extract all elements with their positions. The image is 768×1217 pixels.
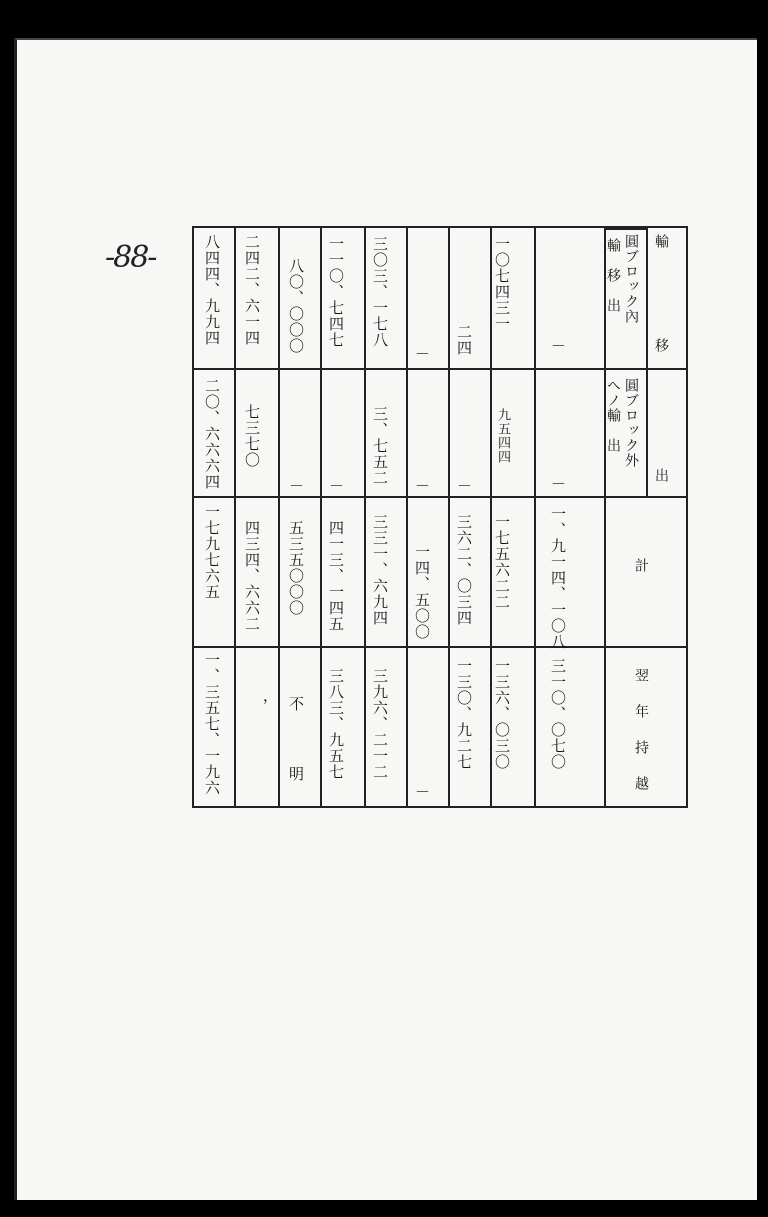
cell-carry: 三八三、九五七 (327, 668, 345, 780)
header-group-label-b: 移 (653, 338, 669, 353)
cell-inner: － (549, 338, 567, 354)
cell-total: 五三五〇〇〇 (287, 520, 305, 616)
cell-inner: 三〇三、一七八 (371, 236, 389, 348)
cell-total: 四一三、一四五 (327, 520, 345, 632)
header-col3-label: 計 (633, 558, 649, 573)
cell-inner: 二四 (455, 324, 473, 356)
cell-outer: 三、七五二 (371, 406, 389, 486)
row-divider (194, 646, 686, 648)
row-divider (194, 368, 686, 370)
header-divider (604, 228, 646, 230)
cell-inner: － (413, 346, 431, 362)
col-divider (234, 228, 236, 806)
cell-outer: － (549, 476, 567, 492)
header-group-label-a: 輸 (653, 234, 669, 249)
cell-carry: 三一〇、〇七〇 (549, 658, 567, 770)
cell-total: 三三一、六九四 (371, 514, 389, 626)
cell-total: 一、九一四、一〇八 (549, 506, 567, 650)
cell-inner: 一一〇、七四七 (327, 236, 345, 348)
header-col1-label: 圓ブロック內 (623, 234, 639, 324)
cell-outer: － (327, 478, 345, 494)
cell-total: 一四、五〇〇 (413, 544, 431, 640)
col-divider (448, 228, 450, 806)
col-divider (534, 228, 536, 806)
header-col4-label: 翌年持越 (633, 668, 649, 812)
page-number: -88- (105, 240, 156, 275)
cell-outer: － (287, 478, 305, 494)
header-col1-sub: 輸 移 出 (605, 238, 621, 313)
cell-carry: 一三〇、九二七 (455, 658, 473, 770)
cell-inner: 二四二、六一四 (243, 234, 261, 346)
col-divider (646, 228, 648, 496)
row-divider (194, 496, 686, 498)
col-divider (364, 228, 366, 806)
cell-total: 三六二、〇三四 (455, 514, 473, 626)
cell-outer: － (455, 478, 473, 494)
header-col2-sub: へノ輸 出 (605, 378, 621, 453)
cell-outer: 九五四四 (495, 408, 510, 464)
cell-carry: － (413, 784, 431, 800)
cell-total: 一七九七六五 (203, 504, 221, 600)
cell-outer: 七三七〇 (243, 404, 261, 468)
col-divider (278, 228, 280, 806)
cell-carry: 一三六、〇三〇 (493, 658, 511, 770)
cell-total: 一七五六二二 (493, 514, 511, 610)
cell-carry: 一、三五七、一九六 (203, 652, 221, 796)
cell-inner: 一〇七四三一 (493, 236, 511, 332)
col-divider (406, 228, 408, 806)
cell-inner: 八〇、〇〇〇 (287, 258, 305, 354)
col-divider (490, 228, 492, 806)
cell-carry: ， (251, 698, 269, 714)
cell-outer: － (413, 478, 431, 494)
cell-inner: 八四四、九九四 (203, 234, 221, 346)
cell-outer: 二〇、六六六四 (203, 378, 221, 490)
col-divider (320, 228, 322, 806)
cell-carry: 三九六、二一二 (371, 668, 389, 780)
cell-total: 四三四、六六二 (243, 520, 261, 632)
cell-carry: 不 明 (287, 696, 305, 801)
col-divider (604, 228, 606, 806)
header-group-label-c: 出 (653, 468, 669, 483)
header-col2-label: 圓ブロック外 (623, 378, 639, 468)
statistics-table (192, 226, 688, 812)
